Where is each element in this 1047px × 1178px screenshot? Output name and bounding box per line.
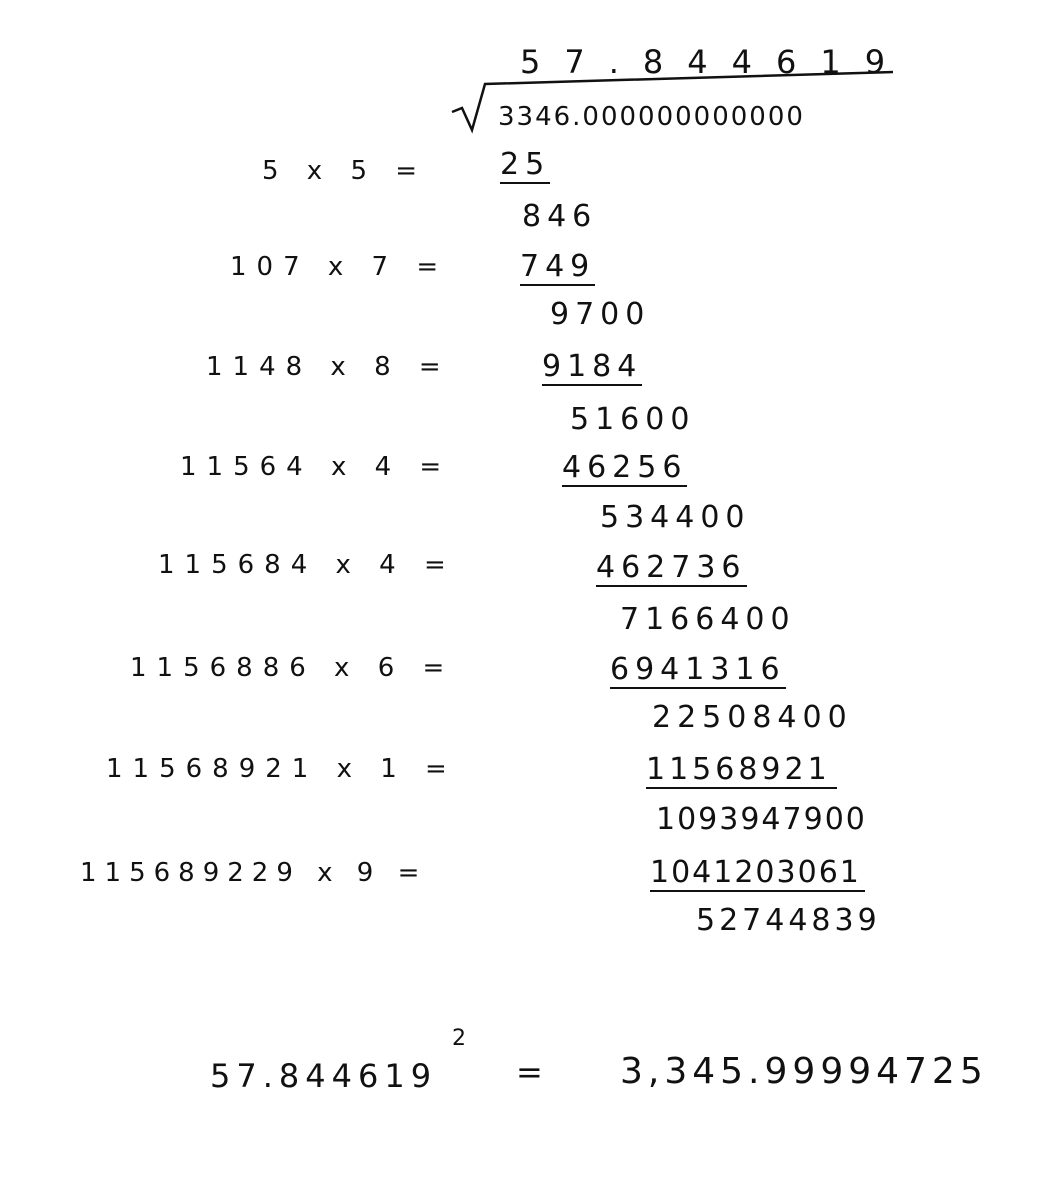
check-equals: = [516, 1053, 549, 1091]
square-root-result: 57.844619 [520, 43, 910, 81]
step-1-divisor: 5 x 5 = [262, 156, 428, 186]
step-2-divisor: 107 x 7 = [230, 252, 449, 282]
step-1-remainder: 846 [522, 199, 598, 234]
step-5-divisor: 115684 x 4 = [158, 550, 456, 580]
step-4-divisor: 11564 x 4 = [180, 452, 452, 482]
step-6-remainder: 22508400 [652, 700, 853, 735]
check-base: 57.844619 [210, 1057, 438, 1095]
step-4-remainder: 534400 [600, 500, 751, 535]
radicand: 3346.000000000000 [498, 102, 805, 132]
step-8-product: 1041203061 [650, 858, 865, 892]
step-6-divisor: 1156886 x 6 = [130, 653, 455, 683]
step-8-remainder: 52744839 [696, 903, 881, 938]
step-4-product: 46256 [562, 450, 688, 485]
step-1-product: 25 [500, 147, 551, 182]
step-5-product: 462736 [596, 550, 747, 585]
step-7-remainder: 1093947900 [656, 802, 867, 837]
step-3-product: 9184 [542, 349, 643, 384]
step-3-remainder: 51600 [570, 402, 696, 437]
step-2-remainder: 9700 [550, 297, 651, 332]
step-6-product: 6941316 [610, 652, 786, 687]
step-3-divisor: 1148 x 8 = [206, 352, 451, 382]
check-exponent: 2 [452, 1026, 472, 1051]
step-8-divisor: 115689229 x 9 = [80, 858, 428, 888]
step-2-product: 749 [520, 249, 596, 284]
step-7-divisor: 11568921 x 1 = [106, 754, 457, 784]
step-7-product: 11568921 [646, 755, 837, 789]
step-5-remainder: 7166400 [620, 602, 796, 637]
check-result: 3,345.99994725 [620, 1051, 988, 1092]
